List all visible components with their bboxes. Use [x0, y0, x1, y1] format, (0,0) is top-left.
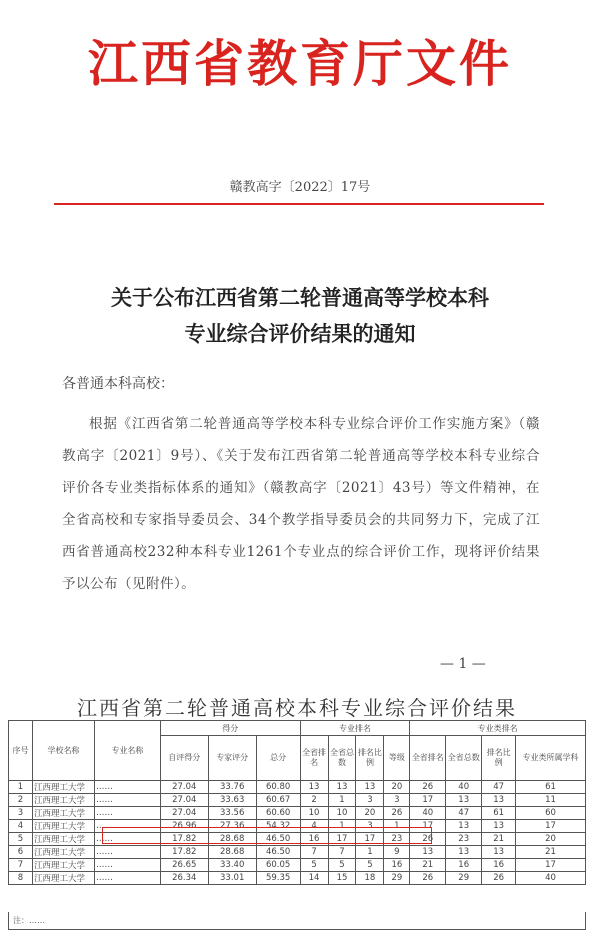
cell-value: 21 [482, 833, 516, 846]
header-sub: 专业类所属学科 [516, 736, 586, 781]
cell-value: 26 [482, 872, 516, 885]
cell-value: 23 [384, 833, 410, 846]
cell-value: 26.65 [160, 859, 208, 872]
cell-school: 江西理工大学 [32, 781, 94, 794]
header-sub: 全省排名 [300, 736, 328, 781]
cell-value: 26 [410, 872, 446, 885]
cell-value: 5 [328, 859, 356, 872]
notice-title [0, 280, 600, 352]
header-sub: 全省总数 [328, 736, 356, 781]
cell-value: 26 [410, 833, 446, 846]
cell-value: 1 [328, 820, 356, 833]
cell-value: 23 [446, 833, 482, 846]
cell-value: 13 [446, 820, 482, 833]
cell-value: 60.60 [256, 807, 300, 820]
cell-value: 16 [384, 859, 410, 872]
cell-value: 28.68 [208, 833, 256, 846]
header-category-group: 专业类排名 [410, 721, 586, 736]
highlight-box [102, 827, 432, 844]
cell-value: 61 [482, 807, 516, 820]
cell-value: 17 [328, 833, 356, 846]
cell-major: …… [94, 820, 160, 833]
table-row [9, 781, 586, 794]
cell-value: 27.04 [160, 781, 208, 794]
header-school: 学校名称 [32, 721, 94, 781]
cell-value: 46.50 [256, 846, 300, 859]
header-sub: 排名比例 [356, 736, 384, 781]
red-divider [54, 203, 544, 205]
cell-school: 江西理工大学 [32, 872, 94, 885]
table-row [9, 859, 586, 872]
cell-major: …… [94, 872, 160, 885]
cell-value: 7 [300, 846, 328, 859]
cell-value: 28.68 [208, 846, 256, 859]
cell-seq: 3 [9, 807, 33, 820]
header-score-group: 得分 [160, 721, 300, 736]
cell-value: 20 [384, 781, 410, 794]
table-note: 注：…… [8, 912, 586, 930]
table-row [9, 846, 586, 859]
cell-major: …… [94, 833, 160, 846]
table-row [9, 807, 586, 820]
cell-value: 33.01 [208, 872, 256, 885]
cell-value: 13 [482, 820, 516, 833]
cell-major: …… [94, 794, 160, 807]
cell-value: 21 [410, 859, 446, 872]
cell-value: 17 [356, 833, 384, 846]
cell-value: 26 [384, 807, 410, 820]
cell-value: 59.35 [256, 872, 300, 885]
recipients: 各普通本科高校： [62, 376, 174, 392]
cell-value: 2 [300, 794, 328, 807]
header-sub: 等级 [384, 736, 410, 781]
cell-school: 江西理工大学 [32, 833, 94, 846]
cell-value: 9 [384, 846, 410, 859]
cell-value: 27.04 [160, 794, 208, 807]
document-header-title: 江西省教育厅文件 [88, 34, 512, 93]
cell-value: 3 [356, 820, 384, 833]
cell-seq: 7 [9, 859, 33, 872]
cell-value: 13 [300, 781, 328, 794]
notice-body: 根据《江西省第二轮普通高等学校本科专业综合评价工作实施方案》（赣教高字〔2021〕9号）、《关于发布江西省第二轮普通高等学校本科专业综合评价各专业类指标体系的通知》（赣教高字〔2021〕43号）等文件精神，在全省高校和专家指导委员会、34个教学指导委员会的共同努力下，完成了江西省普通高校232种本科专业1261个专业点的综合评价工作，现将评价结果予以公布（见附件）。 [62, 416, 540, 592]
table-title: 江西省第二轮普通高校本科专业综合评价结果 [77, 696, 517, 720]
cell-value: 13 [482, 794, 516, 807]
cell-value: 20 [516, 833, 586, 846]
cell-value: 60.05 [256, 859, 300, 872]
cell-value: 40 [410, 807, 446, 820]
cell-school: 江西理工大学 [32, 794, 94, 807]
cell-value: 54.32 [256, 820, 300, 833]
cell-value: 27.36 [208, 820, 256, 833]
header-seq: 序号 [9, 721, 33, 781]
notice-title-line-1: 关于公布江西省第二轮普通高等学校本科 [111, 285, 489, 310]
cell-value: 1 [328, 794, 356, 807]
cell-value: 16 [446, 859, 482, 872]
cell-value: 40 [446, 781, 482, 794]
cell-value: 13 [328, 781, 356, 794]
cell-value: 61 [516, 781, 586, 794]
cell-value: 7 [328, 846, 356, 859]
cell-value: 5 [356, 859, 384, 872]
cell-value: 40 [516, 872, 586, 885]
cell-school: 江西理工大学 [32, 846, 94, 859]
table-row [9, 872, 586, 885]
cell-seq: 8 [9, 872, 33, 885]
cell-value: 10 [300, 807, 328, 820]
cell-value: 21 [516, 846, 586, 859]
cell-value: 60 [516, 807, 586, 820]
cell-value: 29 [446, 872, 482, 885]
cell-value: 60.67 [256, 794, 300, 807]
cell-value: 17 [516, 859, 586, 872]
cell-value: 33.56 [208, 807, 256, 820]
header-sub: 全省排名 [410, 736, 446, 781]
cell-value: 16 [300, 833, 328, 846]
cell-value: 26 [410, 781, 446, 794]
cell-value: 13 [410, 846, 446, 859]
cell-value: 10 [328, 807, 356, 820]
cell-value: 1 [356, 846, 384, 859]
cell-value: 20 [356, 807, 384, 820]
header-sub: 专家评分 [208, 736, 256, 781]
cell-school: 江西理工大学 [32, 820, 94, 833]
cell-value: 11 [516, 794, 586, 807]
cell-value: 3 [356, 794, 384, 807]
cell-value: 47 [482, 781, 516, 794]
cell-value: 16 [482, 859, 516, 872]
cell-value: 33.40 [208, 859, 256, 872]
cell-value: 47 [446, 807, 482, 820]
cell-major: …… [94, 781, 160, 794]
header-sub: 自评得分 [160, 736, 208, 781]
cell-school: 江西理工大学 [32, 807, 94, 820]
header-major: 专业名称 [94, 721, 160, 781]
cell-value: 13 [446, 846, 482, 859]
cell-value: 17 [410, 794, 446, 807]
cell-value: 17.82 [160, 846, 208, 859]
cell-major: …… [94, 846, 160, 859]
header-sub: 排名比例 [482, 736, 516, 781]
results-table [8, 720, 586, 885]
notice-title-line-2: 专业综合评价结果的通知 [184, 321, 416, 346]
cell-value: 14 [300, 872, 328, 885]
cell-seq: 6 [9, 846, 33, 859]
cell-school: 江西理工大学 [32, 859, 94, 872]
cell-value: 4 [300, 820, 328, 833]
header-rank-group: 专业排名 [300, 721, 410, 736]
cell-major: …… [94, 859, 160, 872]
cell-value: 26.96 [160, 820, 208, 833]
cell-value: 27.04 [160, 807, 208, 820]
cell-seq: 5 [9, 833, 33, 846]
cell-value: 1 [384, 820, 410, 833]
cell-major: …… [94, 807, 160, 820]
cell-seq: 1 [9, 781, 33, 794]
table-row [9, 794, 586, 807]
cell-value: 13 [482, 846, 516, 859]
page-number: — 1 — [440, 656, 486, 672]
cell-seq: 2 [9, 794, 33, 807]
cell-value: 33.63 [208, 794, 256, 807]
header-sub: 全省总数 [446, 736, 482, 781]
cell-value: 18 [356, 872, 384, 885]
cell-value: 29 [384, 872, 410, 885]
cell-value: 17 [410, 820, 446, 833]
cell-seq: 4 [9, 820, 33, 833]
cell-value: 15 [328, 872, 356, 885]
results-table-section [8, 688, 586, 940]
cell-value: 17.82 [160, 833, 208, 846]
cell-value: 33.76 [208, 781, 256, 794]
header-sub: 总分 [256, 736, 300, 781]
cell-value: 5 [300, 859, 328, 872]
cell-value: 17 [516, 820, 586, 833]
cell-value: 13 [356, 781, 384, 794]
cell-value: 46.50 [256, 833, 300, 846]
cell-value: 26.34 [160, 872, 208, 885]
cell-value: 60.80 [256, 781, 300, 794]
cell-value: 13 [446, 794, 482, 807]
cell-value: 3 [384, 794, 410, 807]
document-number: 赣教高字〔2022〕17号 [229, 180, 371, 195]
